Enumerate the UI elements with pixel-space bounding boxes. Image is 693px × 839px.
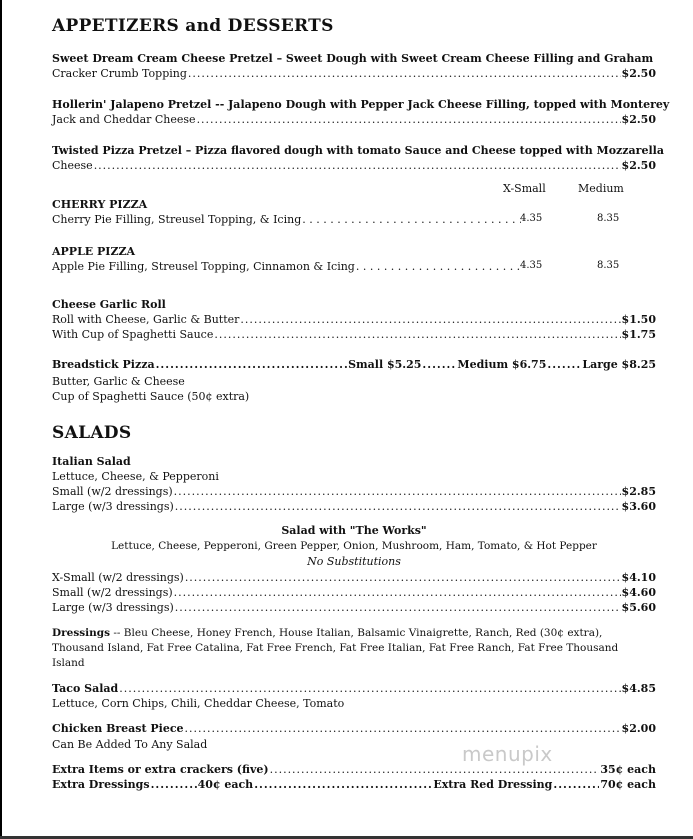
- dressings-line1: [52, 626, 656, 641]
- menupix-watermark: menupix: [462, 742, 553, 766]
- sweet-dream-line2: [52, 66, 656, 81]
- col-header-medium: Medium: [578, 182, 624, 195]
- dot-leader: [175, 600, 621, 615]
- dot-leader: [240, 312, 620, 327]
- garlic-roll-title: Cheese Garlic Roll: [52, 298, 166, 311]
- hollerin-price: $2.50: [621, 113, 656, 126]
- apple-row: [52, 259, 522, 274]
- dot-leader: [553, 777, 599, 792]
- dot-leader: [185, 570, 621, 585]
- italian-salad-title: Italian Salad: [52, 455, 131, 468]
- twisted-line1: Twisted Pizza Pretzel – Pizza flavored dough with tomato Sauce and Cheese topped with Mozzarella: [52, 144, 664, 157]
- cherry-title: CHERRY PIZZA: [52, 198, 148, 211]
- breadstick-medium: Medium $6.75: [457, 358, 547, 371]
- taco-salad-price: $4.85: [621, 682, 656, 695]
- breadstick-row: [52, 357, 656, 372]
- chicken-price: $2.00: [621, 722, 656, 735]
- works-small: Small (w/2 dressings): [52, 586, 173, 599]
- works-small-row: [52, 585, 656, 600]
- sweet-dream-desc: Cracker Crumb Topping: [52, 67, 187, 80]
- extra-dressings-label: Extra Dressings: [52, 778, 150, 791]
- breadstick-note2: Cup of Spaghetti Sauce (50¢ extra): [52, 390, 250, 403]
- italian-salad-large-price: $3.60: [621, 500, 656, 513]
- breadstick-small: Small $5.25: [348, 358, 422, 371]
- dot-leader: [156, 357, 347, 372]
- works-large: Large (w/3 dressings): [52, 601, 174, 614]
- taco-salad-row: [52, 681, 656, 696]
- chicken-title: Chicken Breast Piece: [52, 722, 184, 735]
- works-salad-title: Salad with "The Works": [281, 524, 427, 537]
- garlic-roll-row2: [52, 327, 656, 342]
- works-small-price: $4.60: [621, 586, 656, 599]
- hollerin-line2: [52, 112, 656, 127]
- italian-salad-small: Small (w/2 dressings): [52, 485, 173, 498]
- garlic-roll-row1: [52, 312, 656, 327]
- dot-leader: [270, 762, 600, 777]
- salads-heading: SALADS: [52, 423, 132, 443]
- works-large-row: [52, 600, 656, 615]
- dressings-list1: -- Bleu Cheese, Honey French, House Italian, Balsamic Vinaigrette, Ranch, Red (30¢ extra),: [110, 627, 603, 639]
- cherry-row: [52, 212, 522, 227]
- extra-dressings-price: 40¢ each: [197, 778, 254, 791]
- works-salad-desc: Lettuce, Cheese, Pepperoni, Green Pepper, Onion, Mushroom, Ham, Tomato, & Hot Pepper: [111, 540, 597, 552]
- works-large-price: $5.60: [621, 601, 656, 614]
- chicken-row: [52, 721, 656, 736]
- hollerin-desc: Jack and Cheddar Cheese: [52, 113, 196, 126]
- dot-leader: [356, 259, 521, 274]
- extra-red-dressing-price: 70¢ each: [600, 778, 656, 791]
- twisted-price: $2.50: [621, 159, 656, 172]
- garlic-roll-price2: $1.75: [621, 328, 656, 341]
- dressings-label: Dressings: [52, 627, 111, 639]
- dot-leader: [175, 499, 621, 514]
- apple-xsmall-price: 4.35: [520, 260, 543, 271]
- dot-leader: [188, 66, 621, 81]
- breadstick-note1: Butter, Garlic & Cheese: [52, 375, 185, 388]
- italian-salad-desc: Lettuce, Cheese, & Pepperoni: [52, 470, 219, 483]
- garlic-roll-item1: Roll with Cheese, Garlic & Butter: [52, 313, 240, 326]
- works-xsmall-row: [52, 570, 656, 585]
- breadstick-large: Large $8.25: [582, 358, 656, 371]
- dot-leader: [185, 721, 621, 736]
- twisted-desc: Cheese: [52, 159, 93, 172]
- page-left-edge: [0, 0, 2, 839]
- dot-leader: [254, 777, 432, 792]
- dot-leader: [422, 357, 456, 372]
- extra-red-dressing-label: Extra Red Dressing: [433, 778, 553, 791]
- apple-medium-price: 8.35: [597, 260, 620, 271]
- apple-desc: Apple Pie Filling, Streusel Topping, Cinnamon & Icing: [52, 260, 355, 273]
- garlic-roll-price1: $1.50: [621, 313, 656, 326]
- dot-leader: [174, 484, 621, 499]
- dot-leader: [214, 327, 620, 342]
- extra-dressings-row: [52, 777, 656, 792]
- twisted-line2: [52, 158, 656, 173]
- cherry-xsmall-price: 4.35: [520, 213, 543, 224]
- works-xsmall: X-Small (w/2 dressings): [52, 571, 184, 584]
- extra-items-label: Extra Items or extra crackers (five): [52, 763, 269, 776]
- col-header-xsmall: X-Small: [503, 182, 546, 195]
- italian-salad-large-row: [52, 499, 656, 514]
- taco-salad-desc: Lettuce, Corn Chips, Chili, Cheddar Cheese, Tomato: [52, 697, 345, 710]
- hollerin-line1: Hollerin' Jalapeno Pretzel -- Jalapeno Dough with Pepper Jack Cheese Filling, topped with Monterey: [52, 98, 670, 111]
- works-xsmall-price: $4.10: [621, 571, 656, 584]
- italian-salad-large: Large (w/3 dressings): [52, 500, 174, 513]
- dot-leader: [151, 777, 197, 792]
- extra-items-row: [52, 762, 656, 777]
- dot-leader: [197, 112, 621, 127]
- dressings-line2: Thousand Island, Fat Free Catalina, Fat Free French, Fat Free Italian, Fat Free Ranch, Fat Free Thousand: [52, 642, 619, 654]
- dot-leader: [547, 357, 581, 372]
- works-salad-note: No Substitutions: [307, 555, 401, 568]
- breadstick-title: Breadstick Pizza: [52, 358, 155, 371]
- italian-salad-small-row: [52, 484, 656, 499]
- dot-leader: [302, 212, 521, 227]
- dot-leader: [94, 158, 621, 173]
- cherry-medium-price: 8.35: [597, 213, 620, 224]
- dot-leader: [174, 585, 621, 600]
- italian-salad-small-price: $2.85: [621, 485, 656, 498]
- taco-salad-title: Taco Salad: [52, 682, 119, 695]
- sweet-dream-price: $2.50: [621, 67, 656, 80]
- dot-leader: [119, 681, 620, 696]
- cherry-desc: Cherry Pie Filling, Streusel Topping, & Icing: [52, 213, 302, 226]
- extra-items-price: 35¢ each: [600, 763, 656, 776]
- sweet-dream-line1: Sweet Dream Cream Cheese Pretzel – Sweet Dough with Sweet Cream Cheese Filling and Graham: [52, 52, 654, 65]
- chicken-desc: Can Be Added To Any Salad: [52, 738, 208, 751]
- appetizers-heading: APPETIZERS and DESSERTS: [52, 16, 334, 36]
- garlic-roll-item2: With Cup of Spaghetti Sauce: [52, 328, 214, 341]
- apple-title: APPLE PIZZA: [52, 245, 136, 258]
- dressings-line3: Island: [52, 657, 85, 669]
